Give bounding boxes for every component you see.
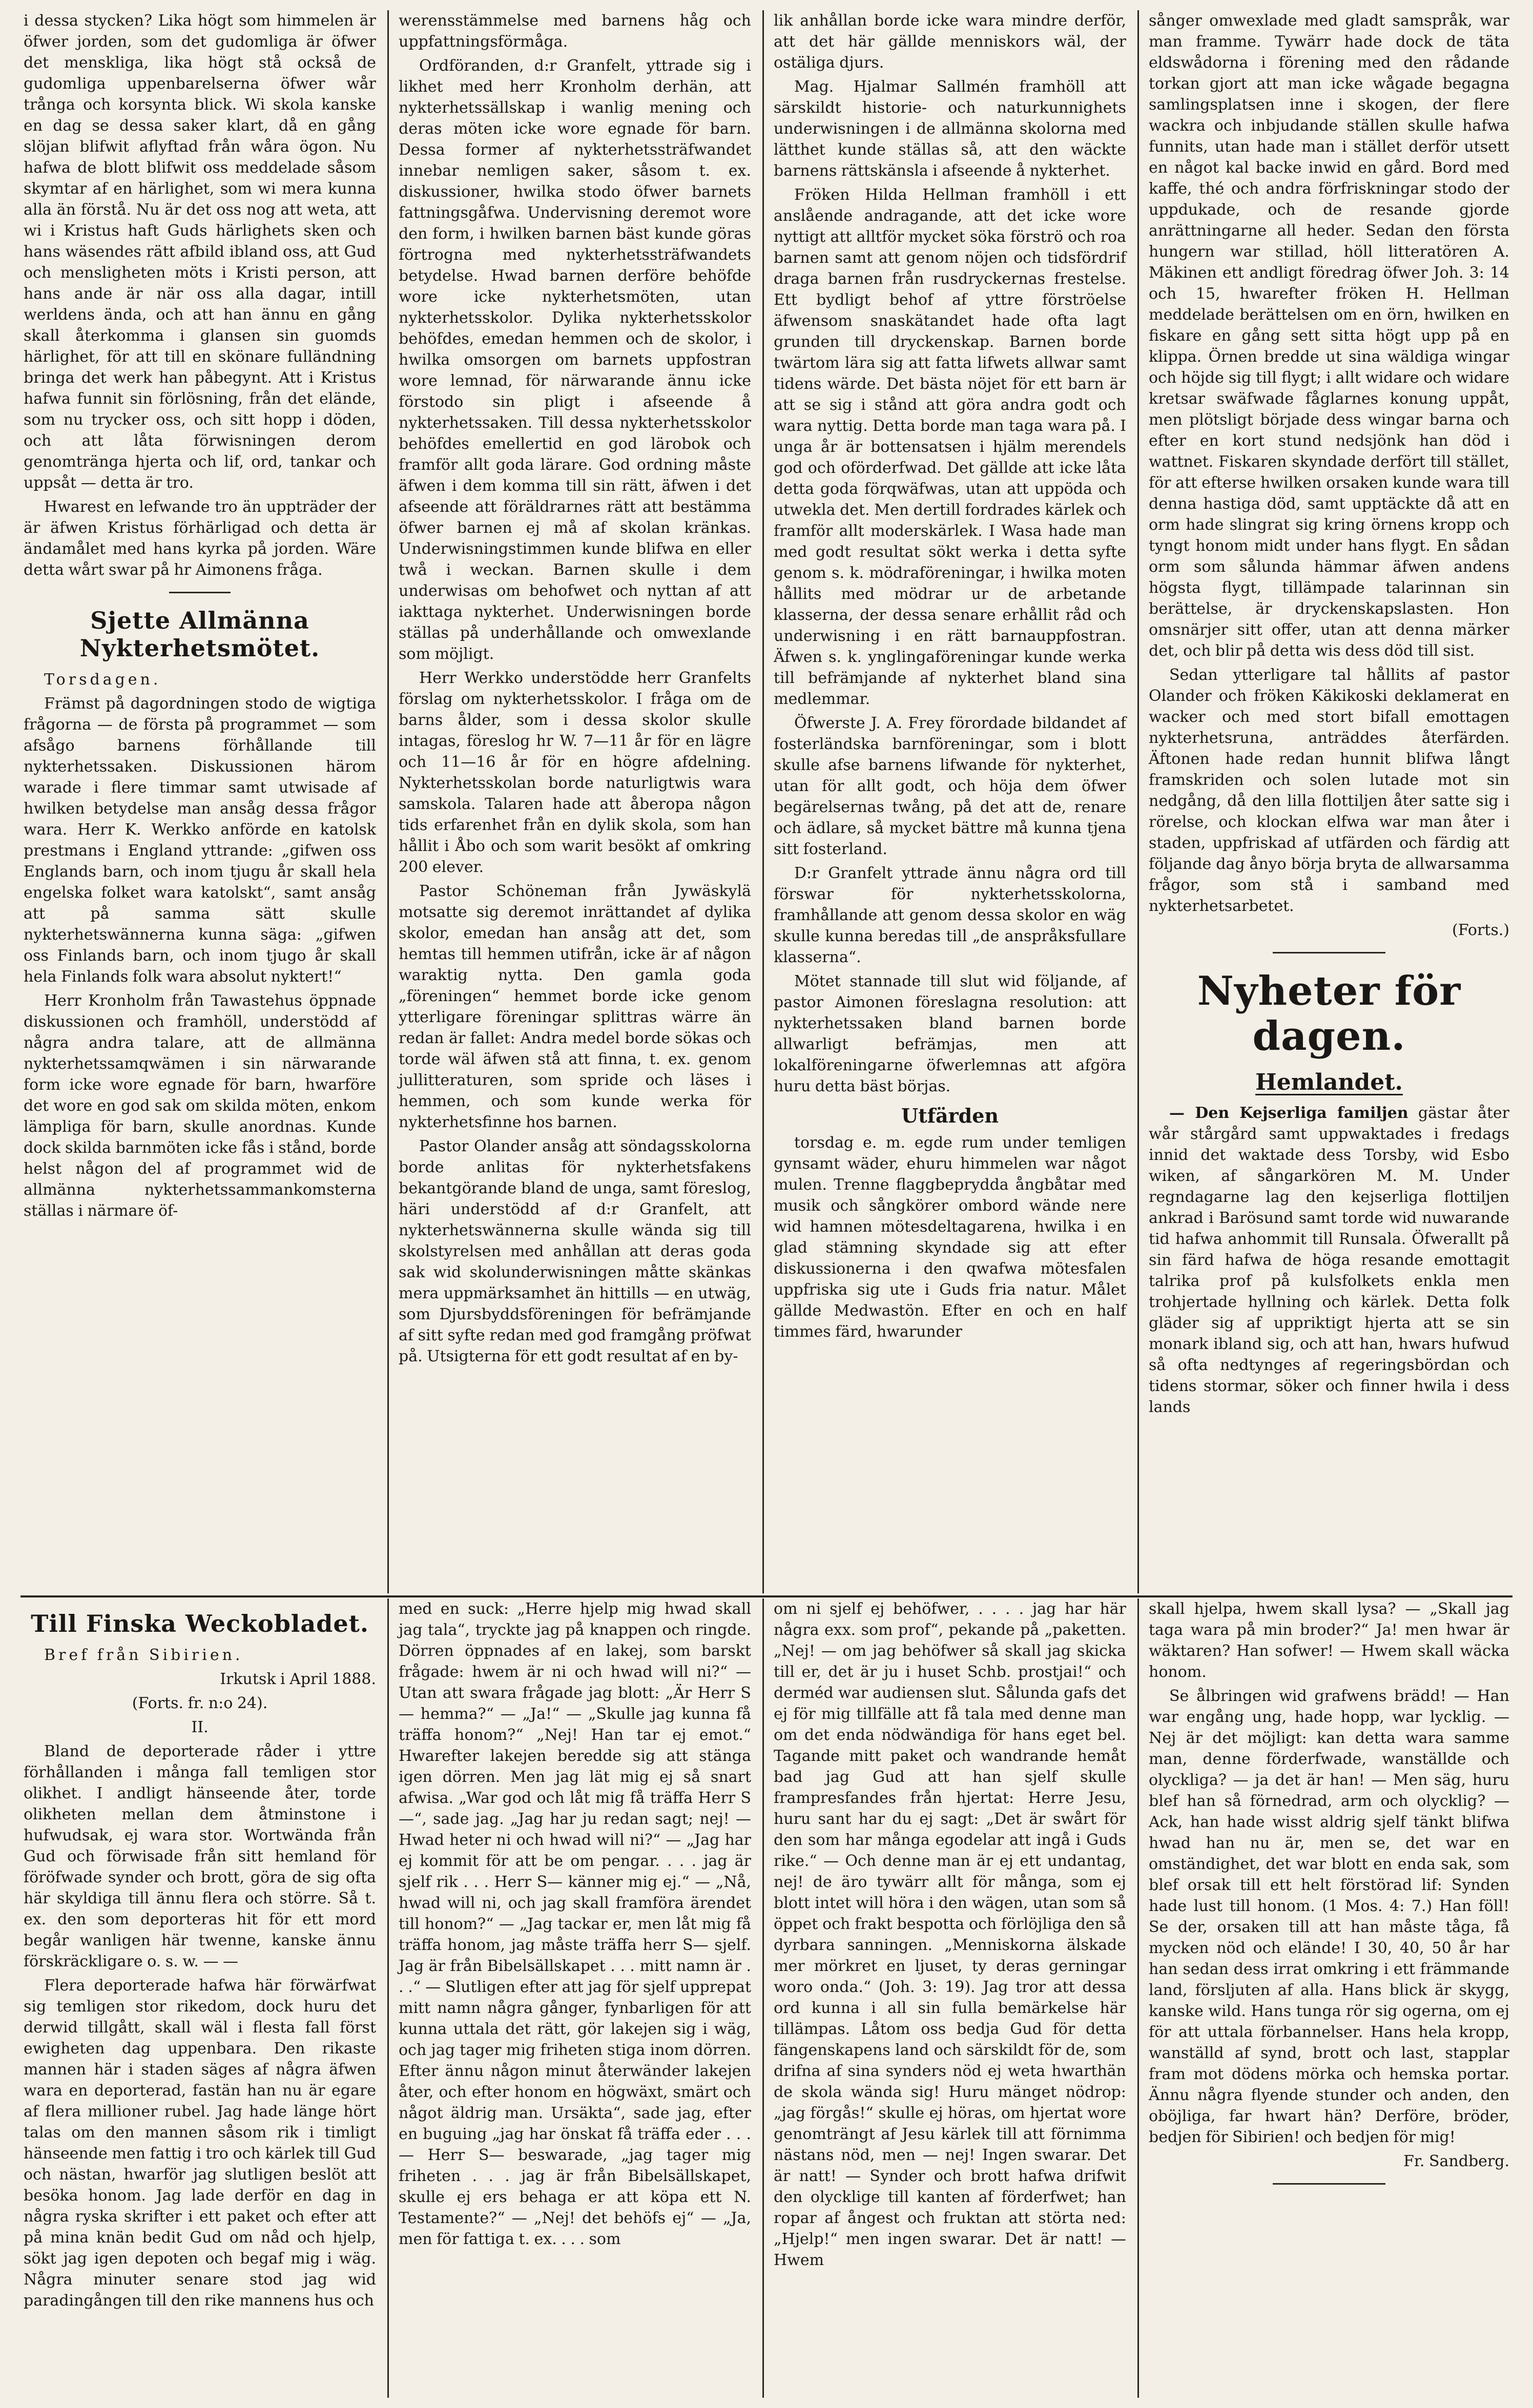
upper-column-2 (396, 10, 754, 1593)
article-paragraph: Öfwerste J. A. Frey förordade bildandet af fosterländska barnföreningar, som i blott skulle afse barnens lifwande för nykterhet, utan för allt godt, och höja dem öfwer begärelsernas twång, på det att de, renare och ädlare, så mycket bättre må kunna tjena sitt fosterland. (774, 714, 1126, 858)
separator-rule (1273, 952, 1385, 953)
upper-column-1 (20, 10, 379, 1593)
separator-rule (1273, 2183, 1385, 2185)
lower-column-2 (396, 1599, 754, 2398)
article-paragraph: med en suck: „Herre hjelp mig hwad skall jag tala“, tryckte jag på knappen och ringde. Dörren öppnades af en lakej, som barskt frågade: hwem är ni och hwad will ni?“ — Utan att swara frågade jag blott: „Är Herr S— hemma?“ — „Ja!“ — „Skulle jag kunna få träffa honom?“ „Nej! Han tar ej emot.“ Hwarefter lakejen beredde sig att stänga igen dörren. Men jag lät mig ej så snart afwisa. „War god och låt mig få träffa Herr S—“, sade jag. „Jag har ju redan sagt; nej! — Hwad heter ni och hwad will ni?“ — „Jag har ej kommit för att be om pengar. . . . jag är sjelf rik . . . Herr S— känner mig ej.“ — „Nå, hwad will ni, och jag skall framföra ärendet till honom?“ — „Jag tackar er, men låt mig få träffa honom, jag måste träffa herr S— sjelf. Jag är från Bibelsällskapet . . . mitt namn är . . .“ — Slutligen efter att jag för sjelf upprepat mitt namn några gånger, fynbarligen för att kunna uttala det rätt, gör lakejen sig i wäg, och jag tager mig friheten stiga inom dörren. Efter ännu någon minut återwänder lakejen åter, och efter honom en högwäxt, smärt och något äldrig man. Ursäkta“, sade jag, efter en buguing „jag har önskat få träffa eder . . . — Herr S— beswarade, „jag tager mig friheten . . . jag är från Bibelsällskapet, skulle ej ers behaga er att köpa ett N. Testamente?“ — „Nej! det behöfs ej“ — „Ja, men för fattiga t. ex. . . . som (399, 1600, 751, 2248)
dateline: Irkutsk i April 1888. (220, 1670, 376, 1688)
article-paragraph: Pastor Schöneman från Jywäskylä motsatte sig deremot inrättandet af dylika skolor, emedan han ansåg att det, som hemtas till hemmen utifrån, icke är af någon waraktig nytta. Den gamla goda „föreningen“ hemmet borde icke genom ytterligare föreningar splittras wärre än redan är fallet: Andra medel borde sökas och torde wäl äfwen stå att finna, t. ex. genom jullitteraturen, som spride och läses i hemmen, och som kunde werka för nykterhetsfinne hos barnen. (399, 882, 751, 1131)
horizontal-rule (20, 1595, 1513, 1597)
article-paragraph: Se ålbringen wid grafwens brädd! — Han war engång ung, hade hopp, war lycklig. — Nej är det möjligt: kan detta wara samme man, denne förderfwade, wanställde och olyckliga? — ja det är han! — Men säg, huru blef han så förnedrad, arm och olycklig? — Ack, han hade wisst aldrig sjelf tänkt blifwa hwad han nu är, men se, det war en omständighet, det war blott en enda sak, som blef orsak till ett helt förstörad lif: Synden hade lust till honom. (1 Mos. 4: 7.) Han föll! Se der, orsaken till att han måste tåga, få mycken nöd och elände! I 30, 40, 50 år har han sedan dess irrat omkring i ett främmande land, försljuten af alla. Hans blick är skygg, kanske wild. Hans tunga rör sig ogerna, om ej för att uttala förbannelser. Hans hela kropp, wanställd af synd, brott och last, stapplar fram mot dödens mörka och hemska portar. Ännu några flyende stunder och anden, den oböjliga, far hwart hän? Derföre, bröder, bedjen för Sibirien! och bedjen för mig! (1149, 1687, 1509, 2146)
column-rule (1137, 1599, 1139, 2398)
chapter-numeral: II. (191, 1718, 209, 1736)
article-paragraph: Ordföranden, d:r Granfelt, yttrade sig i likhet med herr Kronholm derhän, att nykterhetssällskap i wanlig mening och deras möten icke wore egnade för barn. Dessa former af nykterhetssträfwandet innebar nemligen saker, såsom t. ex. diskussioner, hwilka stodo öfwer barnets fattningsgåfwa. Undervisning deremot wore den form, i hwilken barnen bäst kunde göras förtrogna med nykterhetssträfwandets betydelse. Hwad barnen derföre behöfde wore icke nykterhetsmöten, utan nykterhetsskolor. Dylika nykterhetsskolor behöfdes, emedan hemmen och de skolor, i hwilka omsorgen om barnets uppfostran wore lemnad, för närwarande ännu icke förstodo sin pligt i afseende å nykterhetssaken. Till dessa nykterhetsskolor behöfdes emellertid en god lärobok och framför allt goda lärare. God ordning måste äfwen i dem komma till sin rätt, äfwen i det afseende att föräldrarnes rätt att bestämma öfwer barnen ej må af skolan kränkas. Underwisningstimmen kunde blifwa en eller twå i weckan. Barnen skulle i dem underwisas om behofwet och nyttan af att iakttaga nykterhet. Underwisningen borde ställas på underhållande och omwexlande som möjligt. (399, 57, 751, 663)
newspaper-page (20, 10, 1513, 2398)
news-item-lead: — Den Kejserliga familjen (1169, 1104, 1408, 1122)
article-paragraph: Mag. Hjalmar Sallmén framhöll att särskildt historie- och naturkunnighets underwisningen i de allmänna skolorna med lätthet kunde ställas så, att den wäckte barnens rättskänsla i afseende å nykterhet. (774, 78, 1126, 180)
lower-column-3 (771, 1599, 1129, 2398)
article-paragraph: Herr Werkko understödde herr Granfelts förslag om nykterhetsskolor. I fråga om de barns ålder, som i dessa skolor skulle intagas, föreslog hr W. 7—11 år för en lägre och 11—16 år för en högre afdelning. Nykterhetsskolan borde naturligtwis wara samskola. Talaren hade att åberopa någon tids erfarenhet från en dylik skola, som han hållit i Åbo och som warit besökt af omkring 200 elever. (399, 669, 751, 876)
column-rule (762, 10, 764, 1593)
article-paragraph: Hwarest en lefwande tro än uppträder der är äfwen Kristus förhärligad och detta är ändamålet med hans kyrka på jorden. Wäre detta wårt swar på hr Aimonens fråga. (24, 498, 376, 579)
article-paragraph: i dessa stycken? Lika högt som himmelen är öfwer jorden, som det gudomliga är öfwer det menskliga, lika högt stå också de gudomliga uppenbarelserna öfwer wår trånga och korsynta blick. Wi skola kanske en dag se dessa saker klart, då en gång slöjan blifwit aflyftad från wåra ögon. Nu hafwa de blott blifwit oss meddelade såsom skymtar af en härlighet, som wi mera kunna alla än förstå. Nu är det oss nog att weta, att wi i Kristus haft Guds härlighets sken och hans wäsendes rätt afbild ibland oss, att Gud och mensligheten möts i Kristi person, att hans ande är när oss alla dagar, intill werldens ända, och att han ännu en gång skall återkomma i glansen sin guomds härlighet, för att till en skönare fulländning bringa det werk han påbegynt. Att i Kristus hafwa funnit sin förlösning, från det elände, som nu trycker oss, och sitt hopp i döden, och att låta förwisningen derom genomtränga hjerta och lif, ord, tankar och uppsåt — detta är tro. (24, 12, 376, 492)
article-paragraph: skall hjelpa, hwem skall lysa? — „Skall jag taga wara på min broder?“ Ja! men hwar är wäktaren? Han sofwer! — Hwem skall wäcka honom. (1149, 1600, 1509, 1681)
masthead-nyheter: Nyheter för dagen. (1197, 968, 1461, 1060)
article-paragraph: Mötet stannade till slut wid följande, af pastor Aimonen föreslagna resolution: att nykterhetssaken bland barnen borde allwarligt befrämjas, men att lokalföreningarne öfwerlemnas att afgöra huru detta bäst börjas. (774, 972, 1126, 1095)
column-rule (387, 1599, 389, 2398)
upper-column-3 (771, 10, 1129, 1593)
article-paragraph: Sedan ytterligare tal hållits af pastor Olander och fröken Käkikoski deklamerat en wacker och med stort bifall emottagen nykterhetsruna, anträddes återfärden. Äftonen hade redan hunnit blifwa långt framskriden och solen lutade mot sin nedgång, då den lilla flottiljen åter satte sig i rörelse, och klockan elfwa war man åter i staden, uppfriskad af utfärden och färdig att följande dag ånyo börja bryta de allwarsamma frågor, som stå i samband med nykterhetsarbetet. (1149, 666, 1509, 915)
article-paragraph: torsdag e. m. egde rum under temligen gynsamt wäder, ehuru himmelen war något mulen. Trenne flaggbeprydda ångbåtar med musik och sångkörer ombord wände nere wid hamnen mötesdeltagarena, hwilka i en glad stämning skyndade sig att efter diskussionerna i den qwafwa mötesfalen uppfriska sig ute i Guds fria natur. Målet gällde Medwastön. Efter en och en half timmes färd, hwarunder (774, 1134, 1126, 1341)
column-rule (387, 10, 389, 1593)
article-signature: (Forts.) (1452, 921, 1509, 939)
article-paragraph: sånger omwexlade med gladt samspråk, war man framme. Tywärr hade dock de täta eldswådorna i förening med den rådande torkan gjort att man icke wågade begagna samlingsplatsen inne i skogen, der flere wackra och inbjudande ställen skulle hafwa funnits, utan hade man i stället derför utsett en något kal backe inwid en gård. Bord med kaffe, thé och andra förfriskningar stodo der uppdukade, och de resande gjorde anrättningarne all heder. Sedan den första hungern war stillad, höll litteratören A. Mäkinen ett andligt föredrag öfwer Joh. 3: 14 och 15, hwarefter fröken H. Hellman meddelade berättelsen om en örn, hwilken en fiskare en gång sett sitta högt upp på en klippa. Örnen bredde ut sina wäldiga wingar och höjde sig till flygt; i allt widare och widare kretsar swäfwade fåglarnes konung uppåt, men plötsligt började dess wingar barna och efter en kort stund nedsjönk han död i wattnet. Fiskaren skyndade derfört till stället, för att efterse hwilken orsaken kunde wara till denna hastiga död, samt upptäckte då att en orm hade slingrat sig kring örnens kropp och tyngt honom midt under hans flygt. En sådan orm som sålunda hämmar äfwen andens högsta flygt, tillämpade talarinnan sin berättelse, är dryckenskapslasten. Hon omsnärjer sitt offer, utan att denna märker det, och blir på detta wis dess död till sist. (1149, 12, 1509, 660)
lower-column-1 (20, 1599, 379, 2398)
article-paragraph: Flera deporterade hafwa här förwärfwat sig temligen stor rikedom, dock huru det derwid tillgått, skall wäl i flesta fall först ewigheten dag uppenbara. Den rikaste mannen här i staden säges af några äfwen wara en deporterad, fastän han nu är egare af flera millioner rubel. Jag hade länge hört talas om den mannen såsom rik i timligt hänseende men fattig i tro och kärlek till Gud och nästan, hwarför jag slutligen beslöt att besöka honom. Jag lade derför en dag in några ryska skrifter i ett paket och efter att på mina knän bedit Gud om nåd och hjelp, sökt jag igen depoten och begaf mig i wäg. Några minuter senare stod jag wid paradingången till den rike mannens hus och (24, 1977, 376, 2310)
news-item-text: gästar åter wår stårgård samt uppwaktades i fredags innid det waktade dess Torsby, wid Esbo wiken, af sångarkören M. M. Under regndagarne lag den kejserliga flottiljen ankrad i Barösund samt torde wid nuwarande tid hafwa anhommit till Runsala. Öfwerallt på sin färd hafwa de höga resande emottagit talrika prof på kulsfolkets enkla men trohjertade hyllning och kärlek. Detta folk gläder sig af uppriktigt hjerta att se sin monark ibland sig, och att han, hwars hufwud så ofta nedtynges af regeringsbördan och tidens stormar, söker och finner hwila i dess lands (1149, 1104, 1509, 1416)
lower-section (20, 1599, 1513, 2398)
separator-rule (169, 592, 231, 593)
article-paragraph: lik anhållan borde icke wara mindre derför, att det här gällde menniskors wäl, der ostäliga djurs. (774, 12, 1126, 72)
section-heading-utfarden: Utfärden (901, 1104, 999, 1127)
article-signature: Fr. Sandberg. (1403, 2152, 1509, 2170)
letter-subheading: Bref från Sibirien. (44, 1646, 243, 1664)
upper-section (20, 10, 1513, 1593)
dateline: Torsdagen. (44, 671, 161, 689)
article-paragraph: Bland de deporterade råder i yttre förhållanden i många fall temligen stor olikhet. I andligt hänseende åter, torde olikheten mellan dem åtminstone i hufwudsak, ej wara stor. Wortwända från Gud och förwisade från sitt hemland för föröfwade synder och brott, göra de sig ofta här skyldiga till ännu flera och större. Så t. ex. den som deporteras hit för ett mord begår wanligen här twenne, kanske ännu förskräckligare o. s. w. — — (24, 1742, 376, 1970)
article-paragraph: Pastor Olander ansåg att söndagsskolorna borde anlitas för nykterhetsfakens bekantgörande bland de unga, samt föreslog, häri understödd af d:r Granfelt, att nykterhetswännerna skulle wända sig till skolstyrelsen med anhållan att deras goda sak wid skolunderwisningen måtte skänkas mera uppmärksamhet än hittills — en utwäg, som Djursbyddsföreningen för befrämjande af sitt syfte redan med god framgång pröfwat på. Utsigterna för ett godt resultat af en by- (399, 1137, 751, 1365)
article-paragraph: om ni sjelf ej behöfwer, . . . . jag har här några exx. som prof“, pekande på „paketten. „Nej! — om jag behöfwer så skall jag skicka till er, det är ju i huset Schb. prostjai!“ och derméd war audiensen slut. Sålunda gafs det ej för mig tillfälle att få tala med denne man om det enda nödwändiga för hans eget bel. Tagande mitt paket och wandrande hemåt bad jag Gud att han sjelf skulle frampresfandes från hjertat: Herre Jesu, huru sant har du ej sagt: „Det är swårt för den som har många egodelar att ingå i Guds rike.“ — Och denne man är ej ett undantag, nej! de äro tywärr allt för många, som ej blott intet will höra i den wägen, utan som så öppet och frakt bespotta och förlöjliga den så dyrbara sanningen. „Menniskorna älskade mer mörkret en ljuset, ty deras gerningar woro onda.“ (Joh. 3: 19). Jag tror att dessa ord kunna i all sin fulla bemärkelse här tillämpas. Låtom oss bedja Gud för detta fängenskapens land och särskildt för de, som drifna af sina synders nöd ej weta hwarthän de skola wända sig! Huru mänget nödrop: „jag förgås!“ skulle ej höras, om hjertat wore genomträngt af Jesu kärlek till att förnimma nästans nöd, men — nej! Ingen swarar. Det är natt! — Synder och brott hafwa drifwit den olycklige till kanten af förderfwet; han ropar af ångest och fruktan att störta ned: „Hjelp!“ men ingen swarar. Det är natt! — Hwem (774, 1600, 1126, 2269)
news-item (1149, 1103, 1509, 1418)
article-paragraph: werensstämmelse med barnens håg och uppfattningsförmåga. (399, 12, 751, 51)
column-rule (1137, 10, 1139, 1593)
continuation-note: (Forts. fr. n:o 24). (132, 1694, 268, 1712)
article-paragraph: D:r Granfelt yttrade ännu några ord till förswar för nykterhetsskolorna, framhållande att genom dessa skolor en wäg skulle kunna beredas till „de anspråksfullare klasserna“. (774, 864, 1126, 966)
section-heading-hemlandet: Hemlandet. (1255, 1069, 1403, 1095)
article-paragraph: Främst på dagordningen stodo de wigtiga frågorna — de första på programmet — som afsågo barnens förhållande till nykterhetssaken. Diskussionen härom warade i flere timmar samt utwisade af hwilken betydelse man ansåg dessa frågor wara. Herr K. Werkko anförde en katolsk prestmans i England yttrande: „gifwen oss Englands barn, och inom tjugu år skall hela engelska folket wara katolskt“, samt ansåg att på samma sätt skulle nykterhetswännerna kunna säga: „gifwen oss Finlands barn, och inom tjugo år skall hela Finlands folk wara absolut nyktert!“ (24, 695, 376, 986)
section-heading-nykterhetsmotet: Sjette Allmänna Nykterhetsmötet. (79, 607, 320, 662)
lower-column-4 (1146, 1599, 1513, 2398)
article-paragraph: Herr Kronholm från Tawastehus öppnade diskussionen och framhöll, understödd af några andra talare, att de allmänna nykterhetssamqwämen i sin närwarande form icke wore egnade för barn, hwarföre det wore en god sak om skilda möten, enkom lämpliga för barn, skulle anordnas. Kunde dock skilda barnmöten icke fås i stånd, borde helst någon del af programmet wid de allmänna nykterhetssammankomsterna ställas i närmare öf- (24, 992, 376, 1220)
section-heading-finska-weckobladet: Till Finska Weckobladet. (31, 1610, 369, 1637)
upper-column-4 (1146, 10, 1513, 1593)
article-paragraph: Fröken Hilda Hellman framhöll i ett anslående andragande, att det icke wore nyttigt att alltför mycket söka förströ och roa barnen samt att genom nöjen och tidsfördrif draga barnen från rusdryckernas frestelse. Ett bydligt behof af yttre förströelse äfwensom snaskätandet hade ofta lagt grunden till dryckenskap. Barnen borde twärtom lära sig att fatta lifwets allwar samt tidens wärde. Det bästa nöjet för ett barn är att se sig i stånd att göra andra godt och wara nyttig. Detta borde man taga wara på. I unga år är bottensatsen i hjälm merendels god och oförderfwad. Det gällde att icke låta detta goda förqwäfwas, utan att uppöda och utwekla det. Men dertill fordrades kärlek och framför allt moderskärlek. I Wasa hade man med godt resultat sökt werka i detta syfte genom s. k. mödraföreningar, i hwilka moten hållits med mödrar ur de arbetande klasserna, der dessa senare erhållit råd och underwisning i en rätt barnauppfostran. Äfwen s. k. ynglingaföreningar kunde werka till befrämjande af nykterhet bland sina medlemmar. (774, 186, 1126, 708)
column-rule (762, 1599, 764, 2398)
